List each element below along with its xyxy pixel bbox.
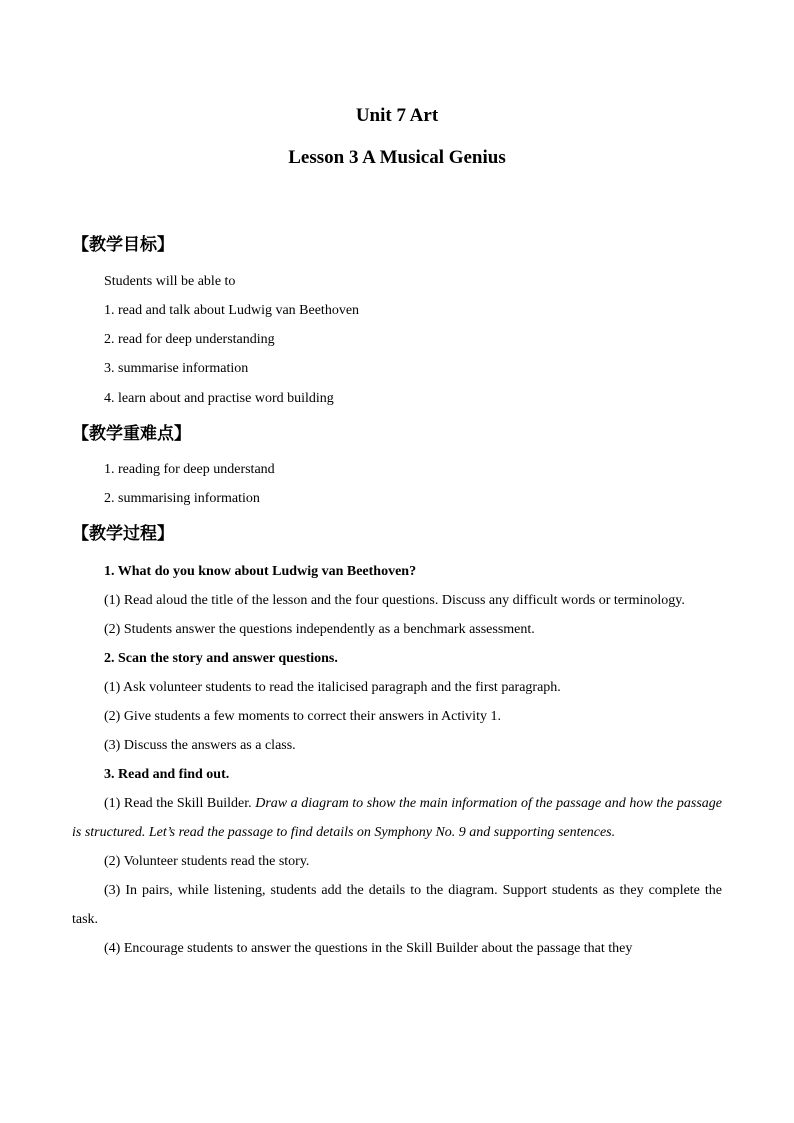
step3-title: 3. Read and find out. <box>104 767 230 782</box>
objectives-intro: Students will be able to <box>104 274 236 289</box>
step3-paragraph: (3) In pairs, while listening, students add the details to the diagram. Support students as they complete the task. <box>72 883 722 927</box>
step1-title: 1. What do you know about Ludwig van Beethoven? <box>104 564 417 579</box>
key-points-heading: 【教学重难点】 <box>72 424 191 444</box>
step1-paragraph: (2) Students answer the questions independently as a benchmark assessment. <box>104 622 535 637</box>
step2-paragraph: (2) Give students a few moments to correct their answers in Activity 1. <box>104 709 501 724</box>
step2-paragraph: (1) Ask volunteer students to read the italicised paragraph and the first paragraph. <box>104 680 561 695</box>
step2-paragraph: (3) Discuss the answers as a class. <box>104 738 296 753</box>
unit-title: Unit 7 Art <box>355 105 439 126</box>
step3-p1-plain: (1) Read the Skill Builder. <box>104 796 256 811</box>
step2-title: 2. Scan the story and answer questions. <box>104 651 338 666</box>
step3-paragraph: (2) Volunteer students read the story. <box>104 854 310 869</box>
process-body <box>72 557 722 963</box>
key-point-item: 2. summarising information <box>104 491 260 506</box>
lesson-title: Lesson 3 A Musical Genius <box>288 147 506 168</box>
step3-paragraph <box>72 789 722 847</box>
step3-paragraph: (4) Encourage students to answer the questions in the Skill Builder about the passage that they <box>104 941 633 956</box>
step1-paragraph: (1) Read aloud the title of the lesson and the four questions. Discuss any difficult words or terminology. <box>104 593 685 608</box>
objective-item: 2. read for deep understanding <box>104 332 275 347</box>
step3-p1-italic: Draw a diagram to show the main information of the passage and how the passage is structured. Let’s read the passage to find details on Symphony No. 9 and supporting sentences. <box>72 796 722 840</box>
process-heading: 【教学过程】 <box>72 524 174 544</box>
objective-item: 1. read and talk about Ludwig van Beethoven <box>104 303 360 318</box>
objectives-heading: 【教学目标】 <box>72 235 174 255</box>
objective-item: 4. learn about and practise word building <box>104 391 334 406</box>
objective-item: 3. summarise information <box>104 361 249 376</box>
key-point-item: 1. reading for deep understand <box>104 462 275 477</box>
